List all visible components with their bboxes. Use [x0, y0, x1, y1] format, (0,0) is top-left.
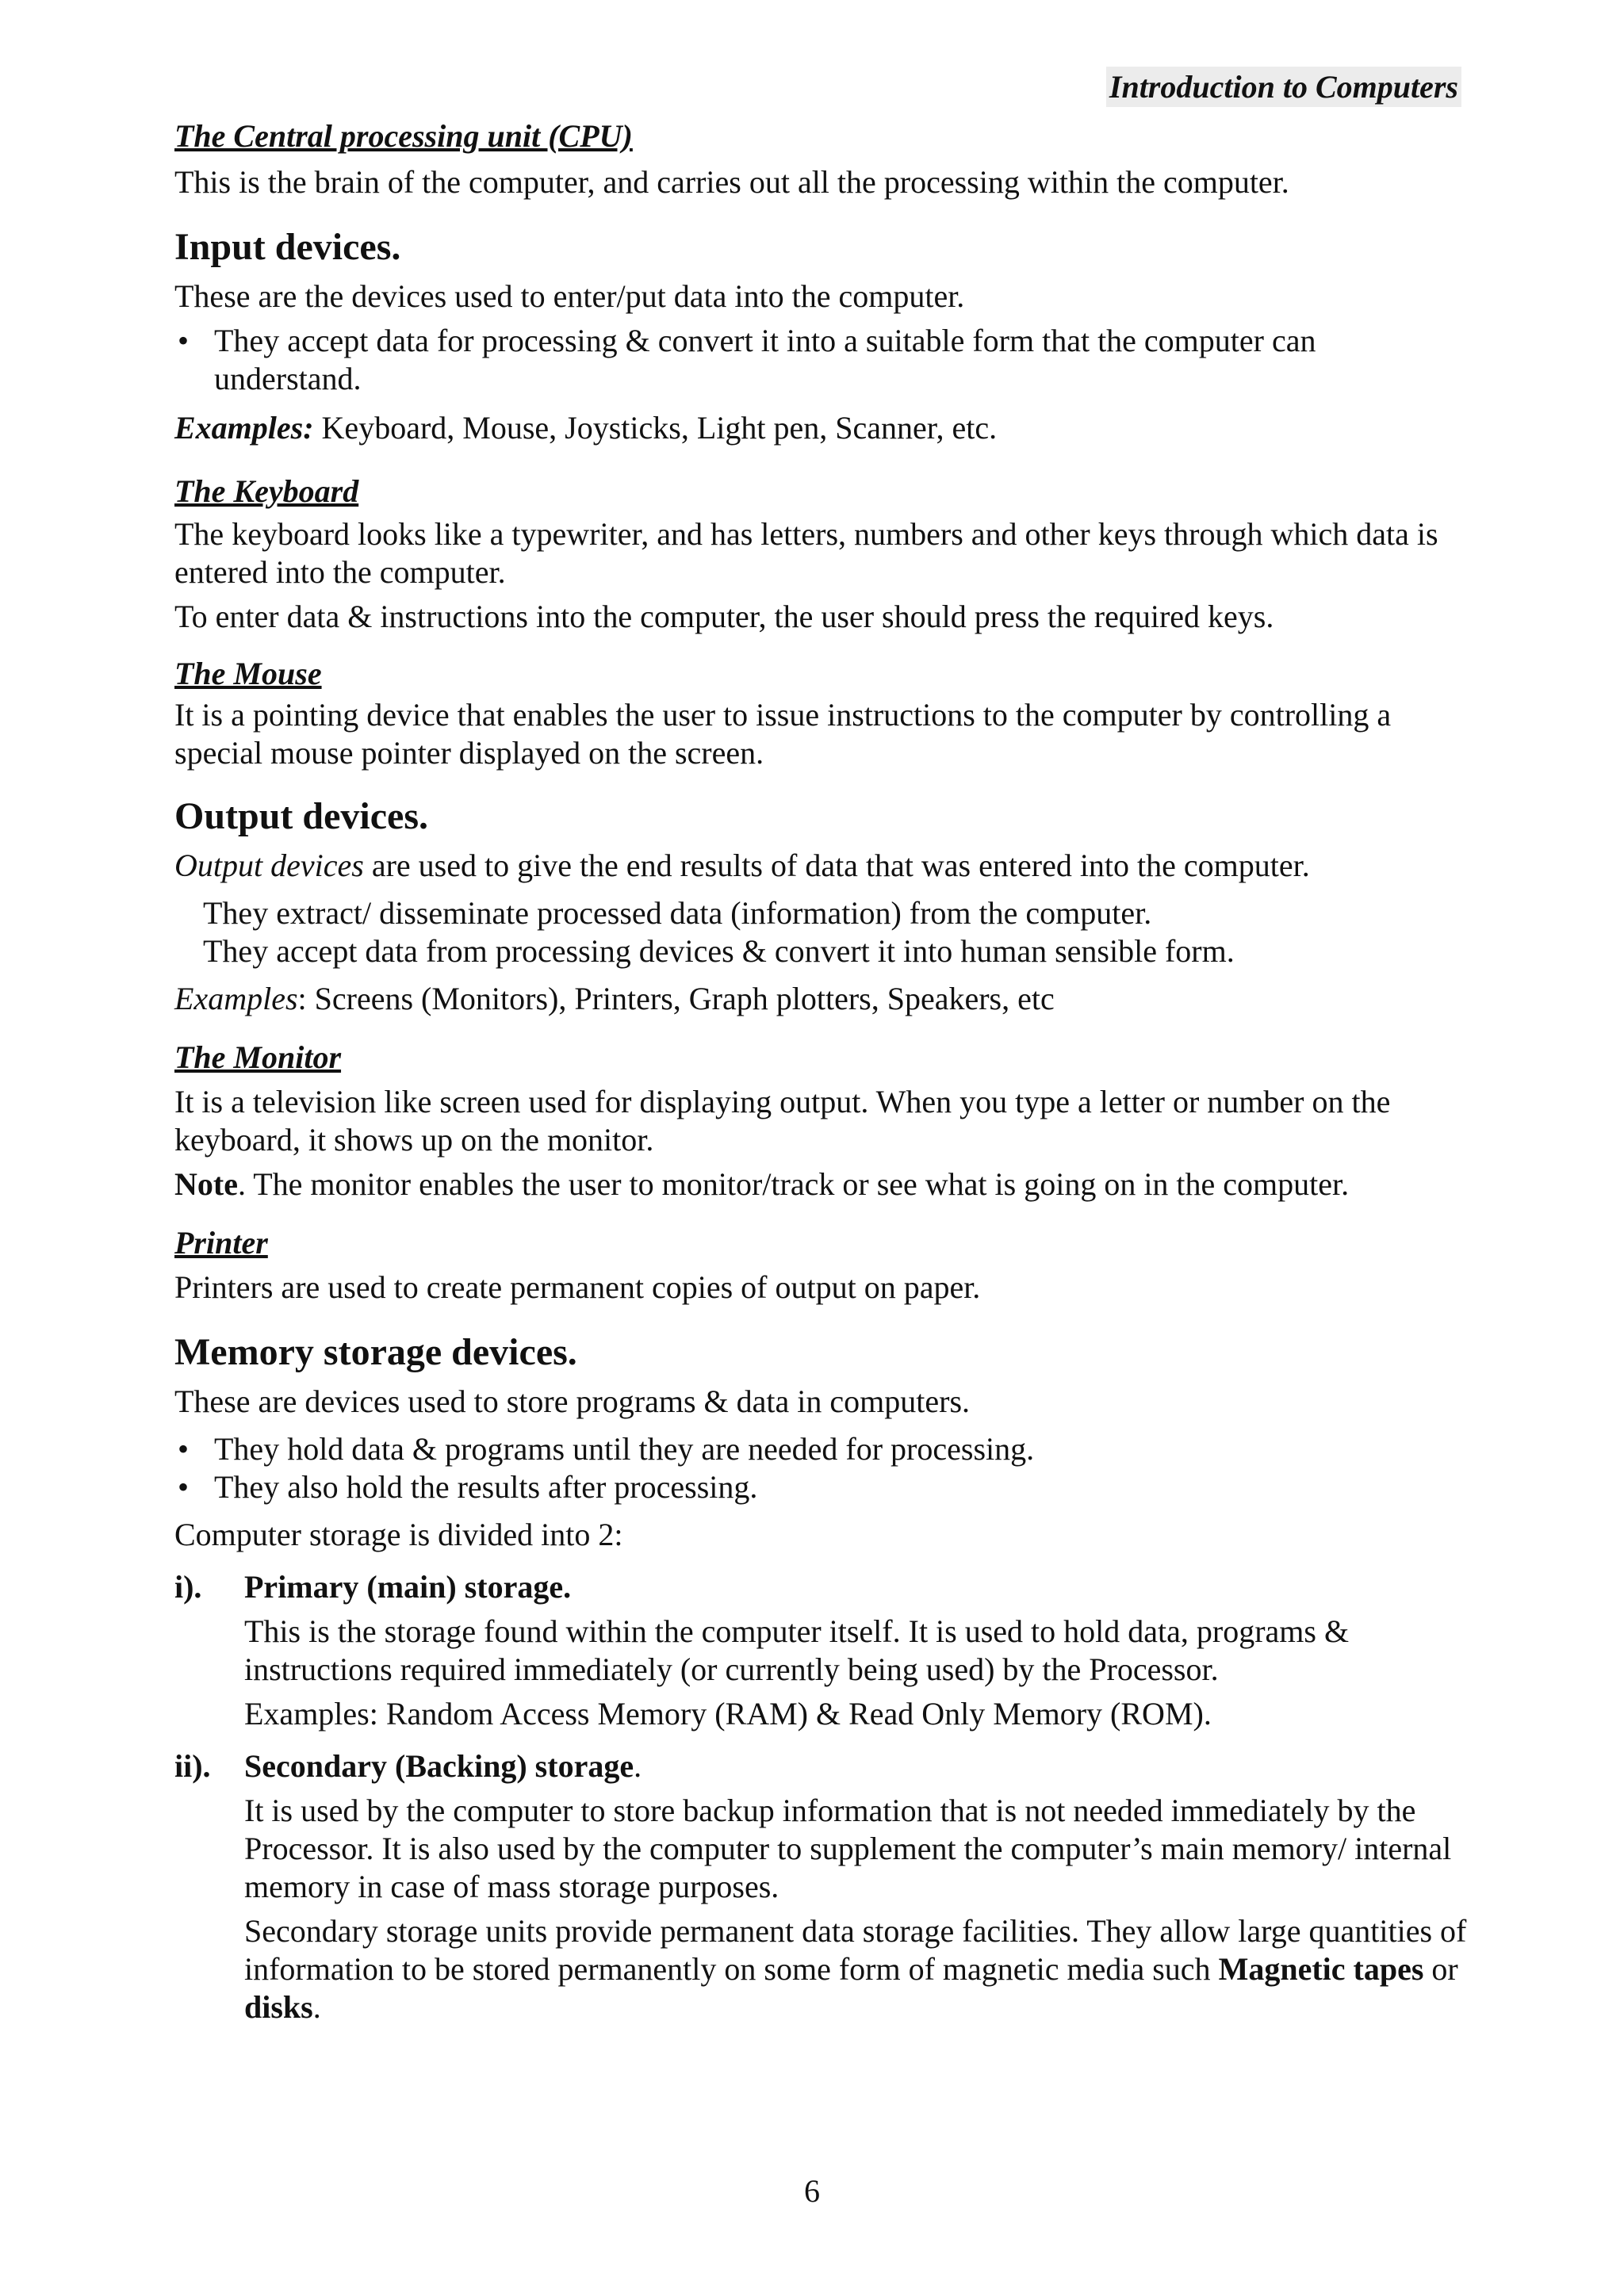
primary-text: This is the storage found within the computer itself. It is used to hold data, programs & instructions required immediately (or currently being used) by the Processor.	[244, 1613, 1350, 1687]
input-bullet-list	[174, 322, 1467, 398]
input-examples: Examples: Keyboard, Mouse, Joysticks, Light pen, Scanner, etc.	[174, 410, 998, 446]
memory-intro: These are devices used to store programs & data in computers.	[174, 1383, 971, 1419]
monitor-title: The Monitor	[174, 1039, 342, 1075]
page-number: 6	[804, 2173, 820, 2209]
secondary-storage-section	[174, 1747, 1467, 2026]
page-content	[174, 117, 1467, 2026]
input-intro: These are the devices used to enter/put data into the computer.	[174, 278, 965, 314]
mouse-text: It is a pointing device that enables the user to issue instructions to the computer by controlling a special mouse pointer displayed on the screen.	[174, 697, 1392, 771]
output-intro: Output devices are used to give the end results of data that was entered into the computer.	[174, 848, 1310, 883]
primary-title: Primary (main) storage.	[244, 1569, 572, 1605]
memory-bullet-list	[174, 1430, 1467, 1506]
cpu-text: This is the brain of the computer, and carries out all the processing within the computer.	[174, 164, 1289, 200]
output-examples: Examples: Screens (Monitors), Printers, Graph plotters, Speakers, etc	[174, 981, 1055, 1016]
keyboard-text-2: To enter data & instructions into the computer, the user should press the required keys.	[174, 599, 1274, 634]
secondary-text: It is used by the computer to store backup information that is not needed immediately by the Processor. It is also used by the computer to supplement the computer’s main memory/ internal memory in case of mass storage purposes.	[244, 1793, 1452, 1904]
output-line-1: They extract/ disseminate processed data (information) from the computer.	[203, 895, 1152, 931]
output-devices-heading: Output devices.	[174, 795, 429, 837]
list-item: • They accept data for processing & convert it into a suitable form that the computer can understand.	[178, 323, 1316, 396]
secondary-number: ii).	[174, 1748, 211, 1784]
bullet-icon: •	[178, 323, 190, 358]
input-devices-heading: Input devices.	[174, 226, 401, 268]
keyboard-text: The keyboard looks like a typewriter, and has letters, numbers and other keys through which data is entered into the computer.	[174, 516, 1438, 590]
list-item: • They hold data & programs until they are needed for processing.	[178, 1431, 1035, 1467]
output-line-2: They accept data from processing devices & convert it into human sensible form.	[203, 933, 1235, 969]
secondary-text-2: Secondary storage units provide permanent data storage facilities. They allow large quantities of information to be stored permanently on some form of magnetic media such Magnetic tapes or disks.	[244, 1913, 1467, 2025]
running-header: Introduction to Computers	[1106, 67, 1461, 107]
monitor-note: Note. The monitor enables the user to monitor/track or see what is going on in the computer.	[174, 1166, 1350, 1202]
primary-examples: Examples: Random Access Memory (RAM) & Read Only Memory (ROM).	[244, 1696, 1212, 1732]
printer-title: Printer	[174, 1225, 268, 1261]
list-item: • They also hold the results after processing.	[178, 1469, 758, 1505]
bullet-icon: •	[178, 1431, 190, 1467]
bullet-icon: •	[178, 1469, 190, 1505]
memory-storage-heading: Memory storage devices.	[174, 1331, 577, 1373]
mouse-title: The Mouse	[174, 656, 322, 691]
storage-divided-text: Computer storage is divided into 2:	[174, 1517, 623, 1552]
primary-storage-section	[174, 1568, 1467, 1733]
keyboard-title: The Keyboard	[174, 473, 359, 509]
monitor-text: It is a television like screen used for displaying output. When you type a letter or number on the keyboard, it shows up on the monitor.	[174, 1084, 1391, 1158]
cpu-title: The Central processing unit (CPU)	[174, 118, 633, 154]
primary-number: i).	[174, 1569, 202, 1605]
secondary-title: Secondary (Backing) storage.	[244, 1748, 642, 1784]
printer-text: Printers are used to create permanent copies of output on paper.	[174, 1269, 981, 1305]
